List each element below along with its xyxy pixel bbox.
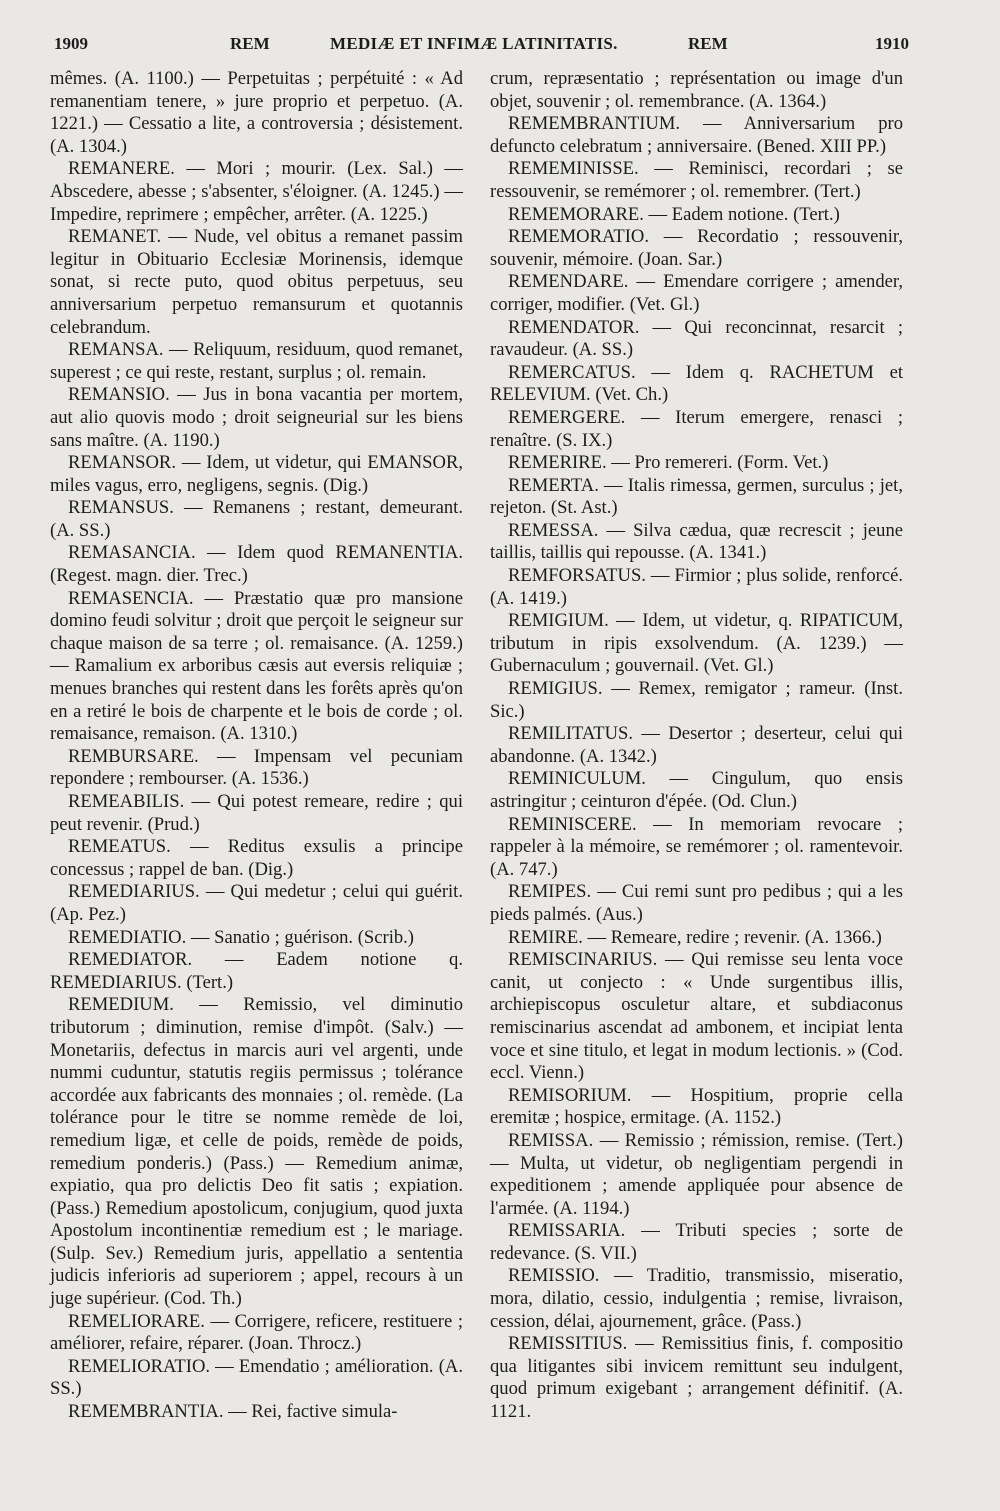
entry-remembrantia: REMEMBRANTIA. — Rei, factive simula- bbox=[68, 1401, 398, 1423]
entry-remasancia: REMASANCIA. — Idem quod REMANENTIA. (Regest. magn. dier. Trec.) bbox=[50, 542, 463, 587]
entry-remessa: REMESSA. — Silva cædua, quæ recrescit ; jeune taillis, taillis qui repousse. (A. 1341.) bbox=[490, 519, 903, 564]
entry-remerta: REMERTA. — Italis rimessa, germen, surculus ; jet, rejeton. (St. Ast.) bbox=[490, 474, 903, 519]
entry-remendator: REMENDATOR. — Qui reconcinnat, resarcit ; ravaudeur. (A. SS.) bbox=[490, 316, 903, 361]
entry-remasencia: REMASENCIA. — Præstatio quæ pro mansione domino feudi solvitur ; droit que perçoit le seigneur sur chaque maison de sa terre ; ol. remaisance. (A. 1259.) — Ramalium ex arboribus cæsis aut eversis reliquiæ ; menues branches qui restent dans les forêts après qu'on en a retiré le bois de charpente et le bois de corde ; ol. remaisance, remaison. (A. 1310.) bbox=[50, 587, 463, 745]
entry-remeliorare: REMELIORARE. — Corrigere, reficere, restituere ; améliorer, refaire, réparer. (Joan. Throcz.) bbox=[50, 1310, 463, 1355]
entry-reminiscere: REMINISCERE. — In memoriam revocare ; rappeler à la mémoire, se remémorer ; ol. ramentevoir. (A. 747.) bbox=[490, 813, 903, 880]
entry-remigium: REMIGIUM. — Idem, ut videtur, q. RIPATICUM, tributum in ripis exsolvendum. (A. 1239.) — Gubernaculum ; gouvernail. (Vet. Gl.) bbox=[490, 610, 903, 677]
entry-remansus: REMANSUS. — Remanens ; restant, demeurant. (A. SS.) bbox=[50, 497, 463, 541]
entry-remissaria: REMISSARIA. — Tributi species ; sorte de redevance. (S. VII.) bbox=[490, 1220, 903, 1264]
page-number-left: 1909 bbox=[54, 34, 88, 53]
entry-continuation: mêmes. (A. 1100.) — Perpetuitas ; perpétuité : « Ad remanentiam tenere, » jure proprio et perpetuo. (A. 1221.) — Cessatio a lite, a controversia ; désistement. (A. 1304.) bbox=[50, 68, 463, 157]
entry-reminiculum: REMINICULUM. — Cingulum, quo ensis astringitur ; ceinturon d'épée. (Od. Clun.) bbox=[490, 768, 903, 812]
entry-remanet: REMANET. — Nude, vel obitus a remanet passim legitur in Obituario Ecclesiæ Morinensis, idemque sonat, si recte puto, quod obitus perpetuus, seu anniversarium perpetuo remansurum et quotannis celebrandum. bbox=[50, 226, 463, 338]
entry-remediarius: REMEDIARIUS. — Qui medetur ; celui qui guérit. (Ap. Pez.) bbox=[50, 881, 463, 925]
entry-remansa: REMANSA. — Reliquum, residuum, quod remanet, superest ; ce qui reste, restant, surplus ; ol. remain. bbox=[50, 339, 463, 383]
right-column bbox=[490, 68, 903, 1424]
entry-remilitatus: REMILITATUS. — Desertor ; deserteur, celui qui abandonne. (A. 1342.) bbox=[490, 723, 903, 767]
entry-continuation: crum, repræsentatio ; représentation ou image d'un objet, souvenir ; ol. remembrance. (A. 1364.) bbox=[490, 68, 903, 112]
entry-rememinisse: REMEMINISSE. — Reminisci, recordari ; se ressouvenir, se remémorer ; ol. remembrer. (Tert.) bbox=[490, 158, 903, 202]
entry-remansio: REMANSIO. — Jus in bona vacantia per mortem, aut alio quovis modo ; droit seigneurial sur les biens sans maître. (A. 1190.) bbox=[50, 384, 463, 451]
entry-remissitius: REMISSITIUS. — Remissitius finis, f. compositio qua litigantes sibi invicem remittunt seu indulgent, quod primum exigebant ; arrangement définitif. (A. 1121. bbox=[490, 1333, 903, 1423]
entry-remembrantium: REMEMBRANTIUM. — Anniversarium pro defuncto celebratum ; anniversaire. (Bened. XIII PP.) bbox=[490, 113, 903, 157]
entry-remipes: REMIPES. — Cui remi sunt pro pedibus ; qui a les pieds palmés. (Aus.) bbox=[490, 881, 903, 925]
entry-remeabilis: REMEABILIS. — Qui potest remeare, redire ; qui peut revenir. (Prud.) bbox=[50, 791, 463, 835]
entry-rembursare: REMBURSARE. — Impensam vel pecuniam repondere ; rembourser. (A. 1536.) bbox=[50, 745, 463, 790]
entry-remerire: REMERIRE. — Pro remereri. (Form. Vet.) bbox=[508, 452, 829, 474]
guide-word-left: REM bbox=[230, 34, 270, 53]
left-column bbox=[50, 68, 463, 1424]
header-title: MEDIÆ ET INFIMÆ LATINITATIS. bbox=[330, 34, 618, 53]
entry-remansor: REMANSOR. — Idem, ut videtur, qui EMANSOR, miles vagus, erro, negligens, segnis. (Dig.) bbox=[50, 452, 463, 496]
entry-remissa: REMISSA. — Remissio ; rémission, remise. (Tert.) — Multa, ut videtur, ob negligentiam pergendi in expeditionem ; amende appliquée pour absence de l'armée. (A. 1194.) bbox=[490, 1129, 903, 1219]
entry-remedium: REMEDIUM. — Remissio, vel diminutio tributorum ; diminution, remise d'impôt. (Salv.) — Monetariis, defectus in marcis auri vel argenti, unde nummi cuduntur, statutis regiis permissus ; tolérance accordée aux fabricants des monnaies ; ol. remède. (La tolérance pour le titre se nomme remède de loi, remedium ligæ, et celle de poids, remède de poids, remedium ponderis.) (Pass.) — Remedium animæ, expiatio, qua pro delictis Deo fit satis ; expiation. (Pass.) Remedium apostolicum, conjugium, quod juxta Apostolum incontinentiæ remedium est ; le mariage. (Sulp. Sev.) Remedium juris, appellatio a sententia judicis inferioris ad superiorem ; appel, recours à un juge supérieur. (Cod. Th.) bbox=[50, 994, 463, 1310]
entry-remigius: REMIGIUS. — Remex, remigator ; rameur. (Inst. Sic.) bbox=[490, 678, 903, 722]
guide-word-right: REM bbox=[688, 34, 728, 53]
entry-remisorium: REMISORIUM. — Hospitium, proprie cella eremitæ ; hospice, ermitage. (A. 1152.) bbox=[490, 1084, 903, 1129]
running-header bbox=[54, 34, 909, 62]
entry-remanere: REMANERE. — Mori ; mourir. (Lex. Sal.) — Abscedere, abesse ; s'absenter, s'éloigner. (A. 1245.) — Impedire, reprimere ; empêcher, arrêter. (A. 1225.) bbox=[50, 158, 463, 225]
entry-remergere: REMERGERE. — Iterum emergere, renasci ; renaître. (S. IX.) bbox=[490, 406, 903, 451]
entry-remissio: REMISSIO. — Traditio, transmissio, miseratio, mora, dilatio, cessio, indulgentia ; remise, livraison, cession, délai, ajournement, grâce. (Pass.) bbox=[490, 1265, 903, 1332]
entry-remediatio: REMEDIATIO. — Sanatio ; guérison. (Scrib.) bbox=[68, 926, 414, 948]
entry-remeatus: REMEATUS. — Reditus exsulis a principe concessus ; rappel de ban. (Dig.) bbox=[50, 836, 463, 880]
entry-remforsatus: REMFORSATUS. — Firmior ; plus solide, renforcé. (A. 1419.) bbox=[490, 565, 903, 609]
entry-rememoratio: REMEMORATIO. — Recordatio ; ressouvenir, souvenir, mémoire. (Joan. Sar.) bbox=[490, 226, 903, 270]
entry-remediator: REMEDIATOR. — Eadem notione q. REMEDIARIUS. (Tert.) bbox=[50, 949, 463, 993]
entry-rememorare: REMEMORARE. — Eadem notione. (Tert.) bbox=[508, 203, 840, 225]
entry-remire: REMIRE. — Remeare, redire ; revenir. (A. 1366.) bbox=[508, 926, 882, 948]
entry-remiscinarius: REMISCINARIUS. — Qui remisse seu lenta voce canit, ut conjecto : « Unde surgentibus illis, archiepiscopus osculetur altare, et subdiaconus remiscinarius ascendat ad ambonem, et incipiat lenta voce et sine titulo, et legat in modum lectionis. » (Cod. eccl. Vienn.) bbox=[490, 949, 903, 1084]
entry-remercatus: REMERCATUS. — Idem q. RACHETUM et RELEVIUM. (Vet. Ch.) bbox=[490, 361, 903, 406]
page-number-right: 1910 bbox=[875, 34, 909, 53]
entry-remendare: REMENDARE. — Emendare corrigere ; amender, corriger, modifier. (Vet. Gl.) bbox=[490, 271, 903, 315]
entry-remelioratio: REMELIORATIO. — Emendatio ; amélioration. (A. SS.) bbox=[50, 1355, 463, 1400]
